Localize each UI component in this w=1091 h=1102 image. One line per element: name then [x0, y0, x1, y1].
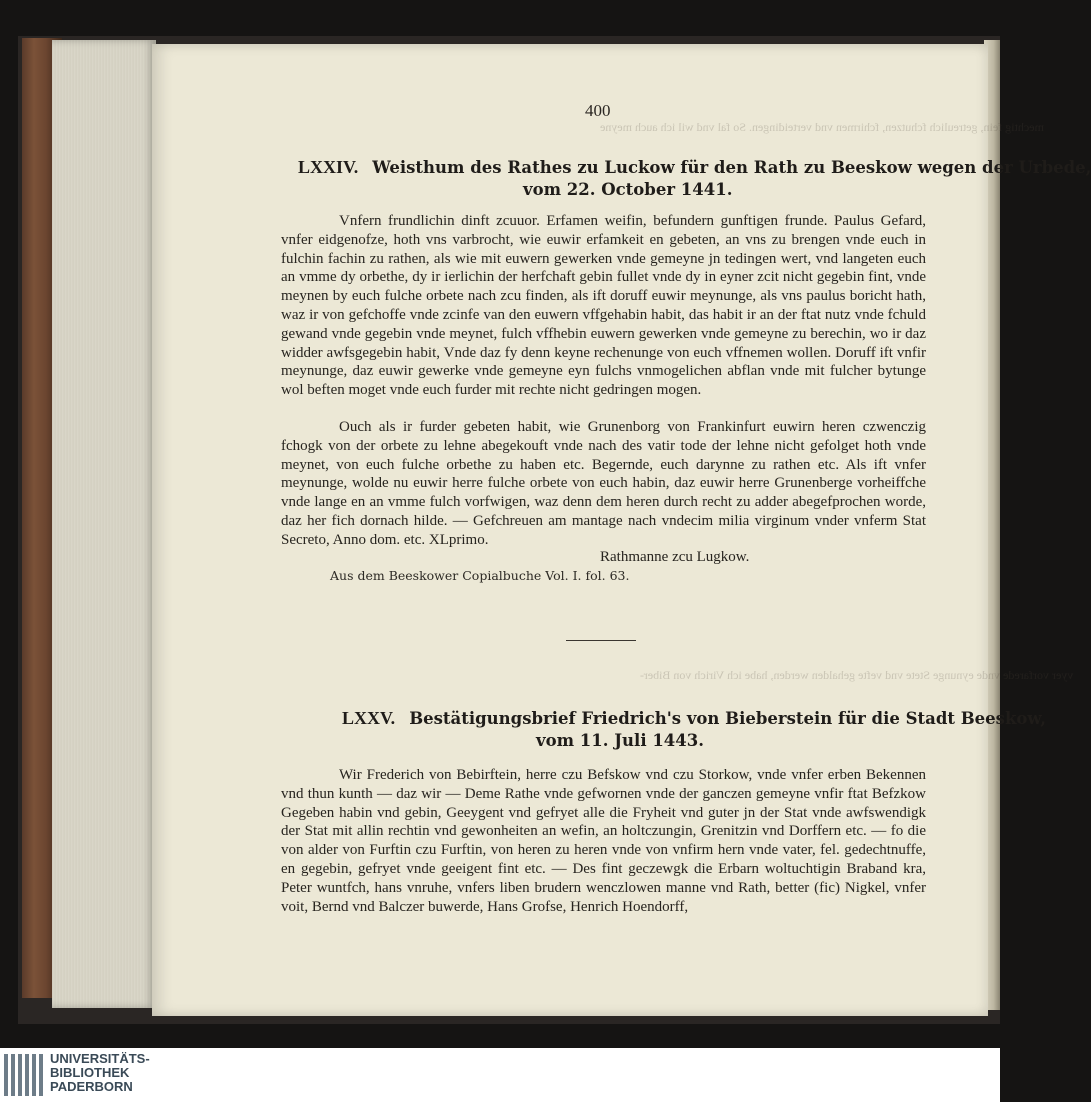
library-name-line3: PADERBORN [50, 1079, 133, 1094]
doc2-date: vom 11. Juli 1443. [536, 731, 704, 750]
library-name [50, 1052, 150, 1094]
library-name-line2: BIBLIOTHEK [50, 1065, 130, 1080]
page-number: 400 [585, 101, 611, 120]
doc2-number: LXXV. [342, 708, 396, 728]
page-stack [52, 40, 156, 1008]
section-divider [566, 640, 636, 641]
bleed-through-2: vyer vorfarede vnde eynunge Stete vnd vefte gehalden werden, habe ich Virich von Biber- [640, 668, 1074, 682]
doc1-title-line1 [298, 157, 1091, 178]
library-name-line1: UNIVERSITÄTS- [50, 1051, 150, 1066]
doc1-paragraph-2: Ouch als ir furder gebeten habit, wie Grunenborg von Frankinfurt euwirn heren czwenczig fchogk von der orbete zu lehne abegekouft vnde nach des vatir tode der lehne nicht gefolget hoth vnde meynet, von euch fulche orbethe zu haben etc. Begernde, euch darynne zu rathen etc. Als ift vnfer meynunge, wolde nu euwir herre fulche orbete von euch habin, daz euwir herre Grunenberge vorheiffche vnde lange en an vmme fulch vorfwigen, waz denn dem heren durch recht zu adder abegefprochen worde, daz her fich dornach hilde. — Gefchreuen am mantage nach vndecim milia virginum vnder vnferm Stat Secreto, Anno dom. etc. XLprimo. [281, 419, 926, 548]
library-footer [0, 1048, 1000, 1102]
doc1-signature: Rathmanne zcu Lugkow. [600, 549, 750, 565]
bleed-through-1: mechtig fein, getreulich fchutzen, fchirmen vnd verteidingen. So fal vnd wil ich auch meyne [600, 120, 1044, 134]
doc2-title: Bestätigungsbrief Friedrich's von Bieberstein für die Stadt Beeskow, [409, 709, 1047, 728]
doc1-number: LXXIV. [298, 157, 359, 177]
doc1-paragraph-1: Vnfern frundlichin dinft zcuuor. Erfamen weifin, befundern gunftigen frunde. Paulus Gefard, vnfer eidgenofze, hoth vns varbrocht, wie euwir erfamkeit en gebeten, an vns zu brengen vnde euch in fulchin fachin zu rathen, als wie mit euwern gewerken vnde gemeyne jn tedingen wert, vnd langeten euch an vmme dy orbethe, dy ir ierlichin der herfchaft gebin fullet vnde dy in eyner zcit nicht gegebin fint, vnde meynen by euch fulche orbete nach zcu finden, als ift doruff euwir meynunge, als vns paulus boricht hath, waz ir von gefchoffe vnde zcinfe van den euwern vffgehabin habit, das habit ir an der ftat nutz vnde fchuld gewand vnde gegebin vnde meynet, fulch vffhebin euwern gewerken vnde gemeyne zu berechin, wo ir daz widder awfsgegebin habit, Vnde daz fy denn keyne rechenunge von euch vffnemen wollen. Doruff ift vnfir meynunge, daz euwir gewerke vnde gemeyne eyn fulchs vnmogelichen abflan vnde mit fulcher bytunge wol beften moget vnde euch furder mit rechte nicht gedringen mogen. [281, 213, 926, 399]
doc2-paragraph-1: Wir Frederich von Bebirftein, herre czu Befskow vnd czu Storkow, vnde vnfer erben Bekennen vnd thun kunth — daz wir — Deme Rathe vnde gefwornen vnde der ganczen gemeyne vnfir ftat Befzkow Gegeben habin vnd gebin, Geeygent vnd gefryet alle die Fryheit vnd guter jn der Stat vnde awfswendigk der Stat mit allin rechtin vnd gewonheiten an wefin, an holtczungin, Grenitzin vnd Dorffern etc. — fo die von alder von Furftin czu Furftin, von heren zu heren vnde von vnfirm hern vnde vater, fel. gedechtnuffe, en gegebin, gefryet vnde geeigent fint etc. — Des fint geczewgk die Erbarn woltuchtigin Braband kra, Peter wuntfch, hans vnruhe, vnfers liben brudern wenczlowen manne vnd Rath, better (fic) Nigkel, vnfer voit, Bernd vnd Balczer buwerde, Hans Grofse, Henrich Hoendorff, [281, 767, 926, 915]
doc1-date: vom 22. October 1441. [523, 180, 733, 199]
doc1-source-note: Aus dem Beeskower Copialbuche Vol. I. fol. 63. [330, 568, 630, 583]
doc1-title: Weisthum des Rathes zu Luckow für den Rath zu Beeskow wegen der Urbede, [372, 158, 1091, 177]
doc2-title-line1 [342, 708, 1046, 729]
library-logo-icon [4, 1052, 44, 1098]
